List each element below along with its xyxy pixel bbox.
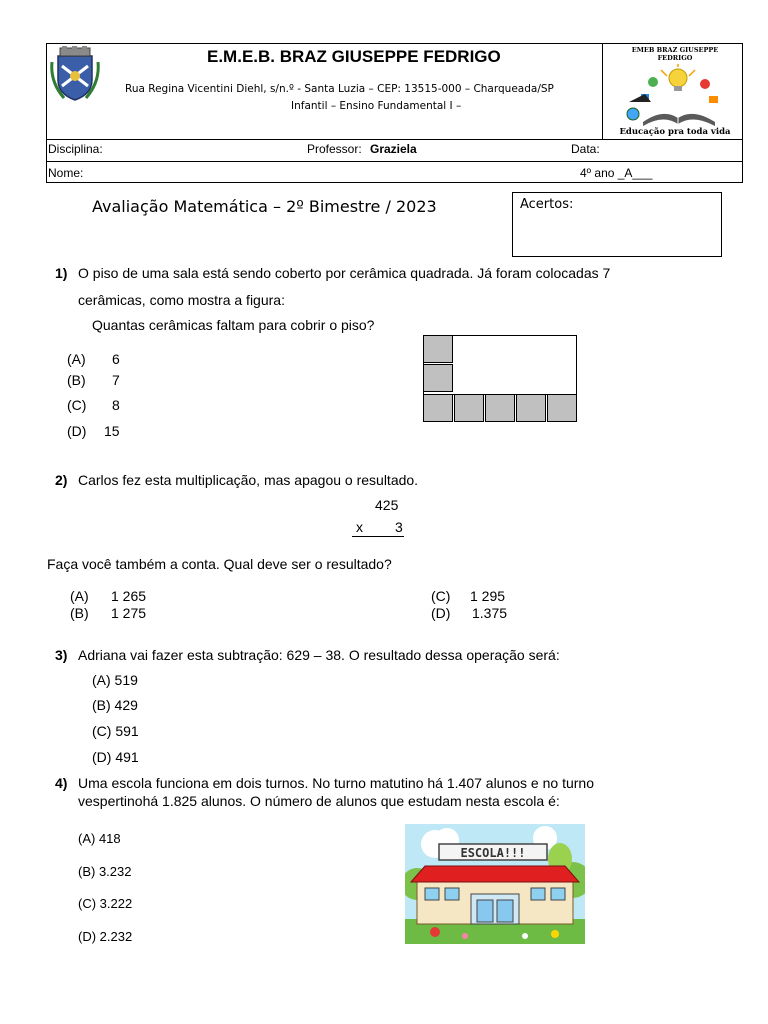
q4-option: (A) 418 bbox=[78, 831, 121, 846]
q4-option: (B) 3.232 bbox=[78, 864, 132, 879]
q2-option-value: 1.375 bbox=[472, 605, 508, 621]
q2-option-value: 1 295 bbox=[470, 588, 506, 604]
data-label: Data: bbox=[571, 142, 600, 156]
q1-text: cerâmicas, como mostra a figura: bbox=[78, 292, 285, 308]
q4-text: vespertinohá 1.825 alunos. O número de alunos que estudam nesta escola é: bbox=[78, 793, 560, 809]
ceramic-tile bbox=[423, 394, 453, 422]
q3-option: (A) 519 bbox=[92, 672, 138, 688]
q2-option-letter: (B) bbox=[70, 605, 89, 621]
q3-option: (B) 429 bbox=[92, 697, 138, 713]
q2-number: 2) bbox=[55, 472, 68, 488]
q3-text: Adriana vai fazer esta subtração: 629 – 38. O resultado dessa operação será: bbox=[78, 647, 560, 663]
q3-option: (C) 591 bbox=[92, 723, 139, 739]
header-row-line bbox=[47, 161, 742, 162]
ceramic-tile bbox=[423, 364, 453, 392]
school-logo bbox=[611, 46, 739, 138]
q2-option-letter: (A) bbox=[70, 588, 89, 604]
grade-class: 4º ano _A___ bbox=[580, 166, 653, 180]
city-coat-of-arms-icon bbox=[50, 46, 100, 102]
ceramic-tile bbox=[423, 335, 453, 363]
q1-number: 1) bbox=[55, 265, 68, 281]
header-divider bbox=[602, 44, 603, 139]
disciplina-label: Disciplina: bbox=[48, 142, 103, 156]
professor-label: Professor: bbox=[307, 142, 362, 156]
score-label: Acertos: bbox=[520, 197, 574, 212]
ceramic-tile bbox=[454, 394, 484, 422]
q2-operator: x bbox=[356, 519, 363, 535]
header-row-line bbox=[47, 139, 742, 140]
q1-text: O piso de uma sala está sendo coberto por cerâmica quadrada. Já foram colocadas 7 bbox=[78, 265, 611, 281]
q2-option-value: 1 265 bbox=[111, 588, 147, 604]
q2-result-line bbox=[352, 536, 404, 537]
logo-title: EMEB BRAZ GIUSEPPE FEDRIGO bbox=[631, 46, 719, 62]
logo-slogan: Educação pra toda vida bbox=[619, 127, 731, 137]
school-levels: Infantil – Ensino Fundamental I – bbox=[291, 100, 462, 112]
q2-operand1: 425 bbox=[375, 497, 399, 513]
ceramic-tile bbox=[547, 394, 577, 422]
school-illustration bbox=[405, 824, 585, 944]
professor-name: Graziela bbox=[370, 142, 417, 156]
q4-option: (D) 2.232 bbox=[78, 929, 133, 944]
q2-option-value: 1 275 bbox=[111, 605, 147, 621]
q1-option-value: 7 bbox=[112, 372, 120, 388]
q4-number: 4) bbox=[55, 775, 68, 791]
exam-title: Avaliação Matemática – 2º Bimestre / 2023 bbox=[92, 197, 437, 216]
q1-option-value: 8 bbox=[112, 397, 120, 413]
q3-option: (D) 491 bbox=[92, 749, 139, 765]
q4-text: Uma escola funciona em dois turnos. No turno matutino há 1.407 alunos e no turno bbox=[78, 775, 594, 791]
school-sign-text: ESCOLA!!! bbox=[460, 846, 526, 860]
q4-option: (C) 3.222 bbox=[78, 896, 133, 911]
q2-operand2: 3 bbox=[395, 519, 403, 535]
header-table bbox=[46, 43, 743, 183]
q1-option-letter: (A) bbox=[67, 351, 86, 367]
q1-option-letter: (D) bbox=[67, 423, 87, 439]
q2-option-letter: (D) bbox=[431, 605, 451, 621]
q1-question: Quantas cerâmicas faltam para cobrir o piso? bbox=[92, 317, 375, 333]
book-lightbulb-icon bbox=[623, 64, 727, 126]
score-box bbox=[512, 192, 722, 257]
ceramic-tile bbox=[485, 394, 515, 422]
school-name: E.M.E.B. BRAZ GIUSEPPE FEDRIGO bbox=[207, 47, 501, 66]
q1-option-letter: (C) bbox=[67, 397, 87, 413]
ceramic-tile bbox=[516, 394, 546, 422]
q2-option-letter: (C) bbox=[431, 588, 451, 604]
school-address: Rua Regina Vicentini Diehl, s/n.º - Santa Luzia – CEP: 13515-000 – Charqueada/SP bbox=[125, 83, 554, 95]
q3-number: 3) bbox=[55, 647, 68, 663]
q1-option-value: 15 bbox=[104, 423, 120, 439]
q1-option-value: 6 bbox=[112, 351, 120, 367]
q1-option-letter: (B) bbox=[67, 372, 86, 388]
q2-question: Faça você também a conta. Qual deve ser o resultado? bbox=[47, 556, 392, 572]
q2-text: Carlos fez esta multiplicação, mas apagou o resultado. bbox=[78, 472, 419, 488]
nome-label: Nome: bbox=[48, 166, 84, 180]
